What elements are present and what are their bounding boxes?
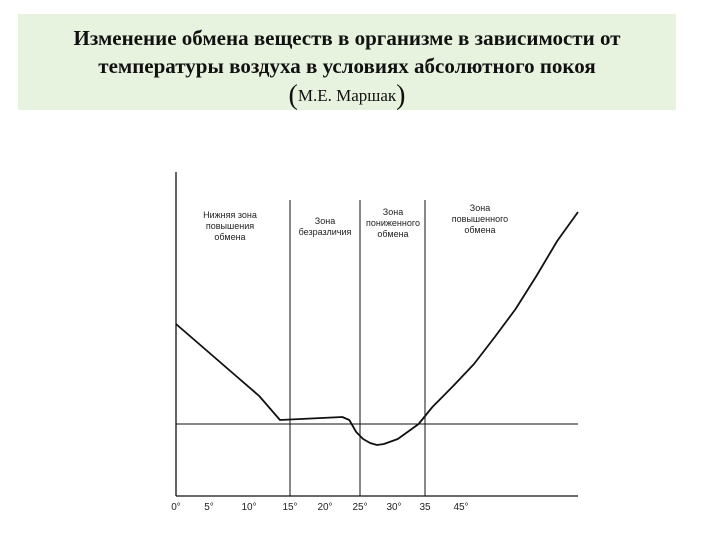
x-tick-label-2: 5°: [204, 502, 214, 513]
x-tick-label-6: 25°: [352, 502, 368, 513]
zone-label-2-line-1: Зона: [314, 216, 336, 226]
x-tick-label-9: 45°: [453, 502, 469, 513]
zone-label-4-line-3: обмена: [464, 225, 496, 235]
title-line-1: Изменение обмена веществ в организме в зависимости от: [73, 26, 621, 50]
zone-label-3-line-2: пониженного: [366, 218, 420, 228]
zone-label-4-line-2: повышенного: [451, 214, 509, 224]
paren-close: ): [396, 80, 406, 111]
zone-label-1-line-1: Нижняя зона: [203, 210, 257, 220]
author-name: М.Е. Маршак: [297, 86, 397, 105]
zone-label-3-line-3: обмена: [377, 229, 409, 239]
x-tick-label-1: 0°: [171, 502, 181, 513]
x-tick-label-4: 15°: [282, 502, 298, 513]
zone-label-4-line-1: Зона: [469, 203, 491, 213]
paren-open: (: [288, 80, 298, 111]
x-tick-label-8: 35: [419, 502, 431, 513]
zone-label-1-line-2: повышения: [205, 221, 255, 231]
metabolism-curve-1: [176, 212, 578, 445]
x-tick-label-5: 20°: [317, 502, 333, 513]
x-tick-label-3: 10°: [241, 502, 257, 513]
zone-label-2-line-2: безразличия: [298, 227, 352, 237]
zone-label-3-line-1: Зона: [382, 207, 404, 217]
title-line-2: температуры воздуха в условиях абсолютного покоя: [98, 54, 596, 78]
x-tick-label-7: 30°: [386, 502, 402, 513]
zone-label-1-line-3: обмена: [214, 232, 246, 242]
